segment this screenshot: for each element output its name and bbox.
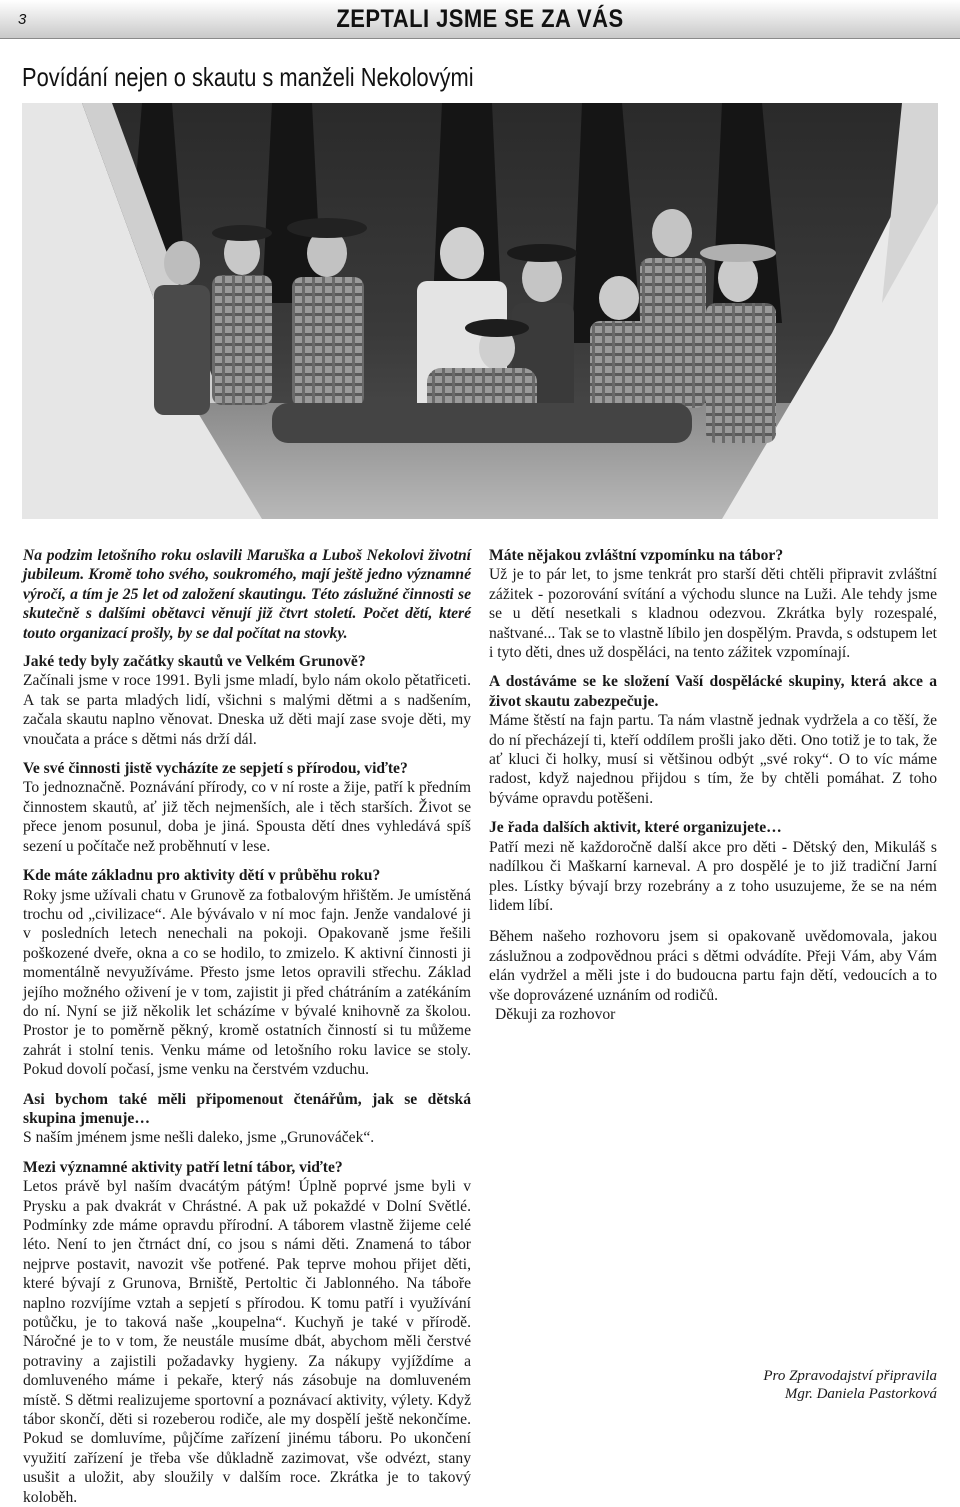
author-signature <box>763 1367 937 1403</box>
signature-line-1: Pro Zpravodajství připravila <box>763 1368 937 1384</box>
question-6: Máte nějakou zvláštní vzpomínku na tábor? <box>489 547 784 564</box>
answer-4: S naším jménem jsme nešli daleko, jsme „Grunováček“. <box>23 1129 375 1147</box>
page-number: 3 <box>18 11 27 28</box>
question-8: Je řada dalších aktivit, které organizujete… <box>489 819 782 837</box>
answer-5: Letos právě byl naším dvacátým pátým! Úplně poprvé jsme byli v Prysku a pak dvakrát v Chrástné. A pak už pokaždé v Dolní Světlé. Podmínky zde máme opravdu přírodní. A táborem vlastně žijeme celé léto. Není to jen čtrnáct dní, co jsou s námi děti. Znamená to tábor nejprve postavit, navozit vše potřené. Pak teprve mohou přijet děti, které bývají z Grunova, Brniště, Pertoltic či Jablonného. Na táboře naplno rozvíjíme vztah a sepjetí s přírodou. K tomu patří i využívání potůčku, je to taková naše „koupelna“. Kuchyň je také v přírodě. Náročné je to v tom, že neustále musíme dbát, abychom měli čerstvé potraviny a zajistili požadavky hygieny. Za nákupy vyjíždíme a domluveného máme i pekaře, který nás zásobuje na domluveném místě. S dětmi realizujeme sportovní a poznávací aktivity, výlety. Když tábor skončí, děti si rozeberou rodiče, ale my dospělí ještě nekončíme. Pokud se domluvíme, půjčíme zařízení jinému táboru. Po ukončení využití zařízení je třeba vše důkladně zazimovat, vše odvézt, stany usušit a uložit, aby sloužily v dalším roce. Zkrátka je to takový koloběh. <box>23 1178 471 1506</box>
question-2: Ve své činnosti jistě vycházíte ze sepjetí s přírodou, viďte? <box>23 760 408 778</box>
answer-8: Patří mezi ně každoročně další akce pro děti - Dětský den, Mikuláš s nadílkou či Maškarní karneval. A pro dospělé je to již tradiční Jarní ples. Lístky bývají brzy rozebrány a z toho usuzujeme, že se na ném lidem líbí. <box>489 838 937 914</box>
closing-paragraph: Během našeho rozhovoru jsem si opakovaně uvědomovala, jakou záslužnou a zodpovědnou práci s dětmi odvádíte. Přeji Vám, aby Vám elán vydržel a měli jste i do budoucna partu fajn dětí, vedoucích a to vše doprovázené uznáním od rodičů. <box>489 928 937 1004</box>
article-title: Povídání nejen o skautu s manželi Nekolovými <box>22 62 474 92</box>
answer-6: Už je to pár let, to jsme tenkrát pro starší děti chtěli připravit zvláštní zážitek - pozorování svítání a východu slunce na Luži. Ale tehdy jsme se u dětí nesetkali s kladnou odezvou. Zkrátka byly rozespalé, naštvané... Tak se to vlastně líbilo jen dospělým. Pravda, s odstupem let i tyto děti, dnes už dospěláci, na tento zážitek vzpomínají. <box>489 566 937 662</box>
section-title: ZEPTALI JSME SE ZA VÁS <box>336 5 624 33</box>
signature-line-2: Mgr. Daniela Pastorková <box>784 1386 937 1402</box>
answer-1: Začínali jsme v roce 1991. Byli jsme mladí, bylo nám okolo pětatřiceti. A tak se parta mladých lidí, všichni s malými dětmi a s nadšením, začala skautu naplno věnovat. Dneska už děti mají zase svoje děti, my vnoučata a práce s dětmi nás drží dál. <box>23 672 471 748</box>
group-photo-icon <box>22 103 938 519</box>
article-intro: Na podzim letošního roku oslavili Maruška a Luboš Nekolovi životní jubileum. Kromě toho svého, soukromého, mají ještě jedno významné výročí, a tím je 25 let od založení skautingu. Této záslužné činnosti se skutečně s dalšími obětavci věnují již čtvrt století. Počet dětí, které touto organizací prošly, by se dal počítat na stovky. <box>23 547 471 642</box>
question-4: Asi bychom také měli připomenout čtenářům, jak se dětská skupina jmenuje… <box>23 1090 471 1127</box>
question-1: Jaké tedy byly začátky skautů ve Velkém Grunově? <box>23 653 366 671</box>
left-column <box>23 546 471 1507</box>
question-3: Kde máte základnu pro aktivity dětí v průběhu roku? <box>23 867 381 885</box>
thanks-line: Děkuji za rozhovor <box>495 1005 616 1023</box>
question-5: Mezi významné aktivity patří letní tábor, viďte? <box>23 1158 343 1176</box>
answer-7: Máme štěstí na fajn partu. Ta nám vlastně jednak vydržela a co těší, že do ní přecházejí ti, kteří oddílem prošli jako děti. Ono totiž je to tak, že ať kluci či holky, musí si většinou odbýt „své roky“. O to víc máme radost, když najednou přijdou s tím, že by chtěli pomáhat. Z toho býváme opravdu potěšeni. <box>489 712 937 807</box>
page-header <box>0 0 960 39</box>
question-7: A dostáváme se ke složení Vaší dospělácké skupiny, která akce a život skautu zabezpečuje. <box>489 673 937 710</box>
answer-3: Roky jsme užívali chatu v Grunově za fotbalovým hřištěm. Je umístěná trochu od „civilizace“. Ale bývávalo v ní moc fajn. Jenže vandalové ji v posledních letech nenechali na pokoji. Opakovaně jsme řešili poškozené dveře, okna a co se hodilo, to zmizelo. K aktivní činnosti ji momentálně nevyužíváme. Přesto jsme letos opravili střechu. Základ jejího možného oživení je v tom, zajistit ji před chátráním a zatékáním do ní. Nyní se již několik let scházíme v bývalé knihovně za školou. Prostor je to poměrně pěkný, kromě ostatních činností si tu můžeme zahrát i stolní tenis. Venku máme od letošního roku lavice se stoly. Pokud dovolí počasí, jsme venku na čerstvém vzduchu. <box>23 886 471 1079</box>
answer-2: To jednoznačně. Poznávání přírody, co v ní roste a žije, patří k předním činnostem skautů, ať již těch nejmenších, ale i těch starších. Život se přece jenom posunul, doba je jiná. Spousta dětí dnes vyhledává spíš sezení u počítače než proběhnutí v lese. <box>23 779 471 855</box>
right-column <box>489 546 937 1024</box>
